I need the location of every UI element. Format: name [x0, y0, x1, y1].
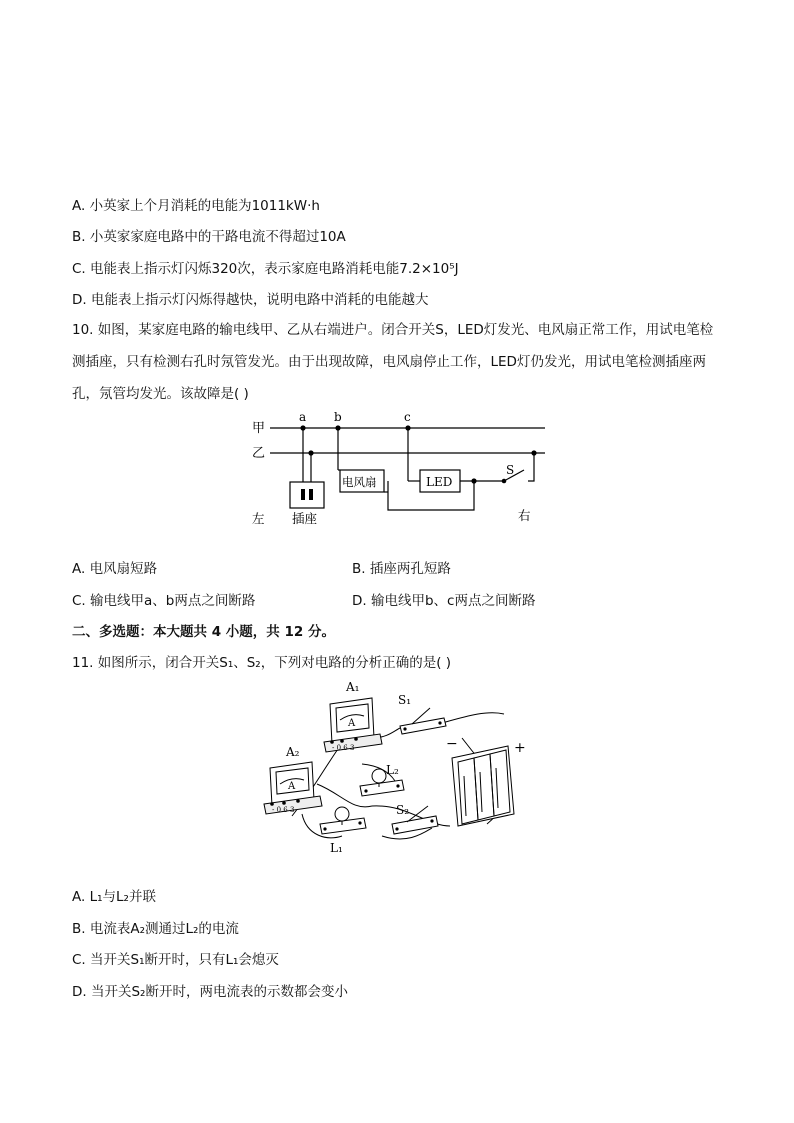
- q10-label-led: LED: [426, 475, 453, 489]
- q10-option-c: C. 输电线甲a、b两点之间断路: [72, 593, 256, 609]
- q10-label-a: a: [299, 410, 307, 424]
- q10-stem: 10. 如图，某家庭电路的输电线甲、乙从右端进户。闭合开关S，LED灯发光、电风扇正常工作，用试电笔检测插座，只有检测右孔时氖管发光。由于出现故障，电风扇停止工作，LED灯仍发光，用试电笔检测插座两孔，氖管均发光。该故障是( ): [72, 322, 714, 402]
- q10-label-b: b: [334, 410, 342, 424]
- q10-label-socket: 插座: [292, 511, 318, 526]
- q10-label-left: 左: [252, 511, 265, 526]
- q10-option-d: D. 输电线甲b、c两点之间断路: [352, 593, 536, 609]
- q11-label-a2: A₂: [286, 745, 300, 759]
- q10-label-fan: 电风扇: [342, 475, 377, 489]
- q11-option-c: C. 当开关S₁断开时，只有L₁会熄灭: [72, 952, 279, 968]
- q9-option-c: C. 电能表上指示灯闪烁320次，表示家庭电路消耗电能7.2×10⁵J: [72, 261, 459, 277]
- q10-label-right: 右: [518, 508, 531, 523]
- q10-label-switch: S: [506, 463, 515, 477]
- q11-label-minus: −: [446, 736, 458, 752]
- q11-label-s1: S₁: [398, 693, 412, 707]
- q11-label-plus: +: [514, 740, 526, 756]
- q11-meter-a2-scale: - 0.6 3: [272, 806, 295, 814]
- q10-option-b: B. 插座两孔短路: [352, 561, 451, 577]
- q10-circuit-figure: [240, 406, 560, 536]
- q11-label-s2: S₂: [396, 803, 410, 817]
- q11-option-a: A. L₁与L₂并联: [72, 889, 156, 905]
- q11-label-l2: L₂: [386, 763, 399, 777]
- q11-meter-a1-letter: A: [348, 718, 356, 729]
- q11-stem: 11. 如图所示，闭合开关S₁、S₂，下列对电路的分析正确的是( ): [72, 655, 452, 671]
- q11-meter-a2-letter: A: [288, 781, 296, 792]
- q11-label-a1: A₁: [346, 680, 360, 694]
- q11-option-b: B. 电流表A₂测通过L₂的电流: [72, 921, 239, 937]
- q10-option-a: A. 电风扇短路: [72, 561, 158, 577]
- q11-meter-a1-scale: - 0.6 3: [332, 744, 355, 752]
- q11-circuit-figure: [262, 676, 538, 856]
- q10-label-yi: 乙: [252, 446, 266, 461]
- q9-option-b: B. 小英家家庭电路中的干路电流不得超过10A: [72, 229, 346, 245]
- q11-option-d: D. 当开关S₂断开时，两电流表的示数都会变小: [72, 984, 348, 1000]
- q9-option-d: D. 电能表上指示灯闪烁得越快，说明电路中消耗的电能越大: [72, 292, 429, 308]
- section-2-heading: 二、多选题：本大题共 4 小题，共 12 分。: [72, 624, 335, 640]
- q11-label-l1: L₁: [330, 841, 343, 855]
- q10-label-jia: 甲: [252, 421, 266, 436]
- q9-option-a: A. 小英家上个月消耗的电能为1011kW·h: [72, 198, 320, 214]
- q10-label-c: c: [404, 410, 411, 424]
